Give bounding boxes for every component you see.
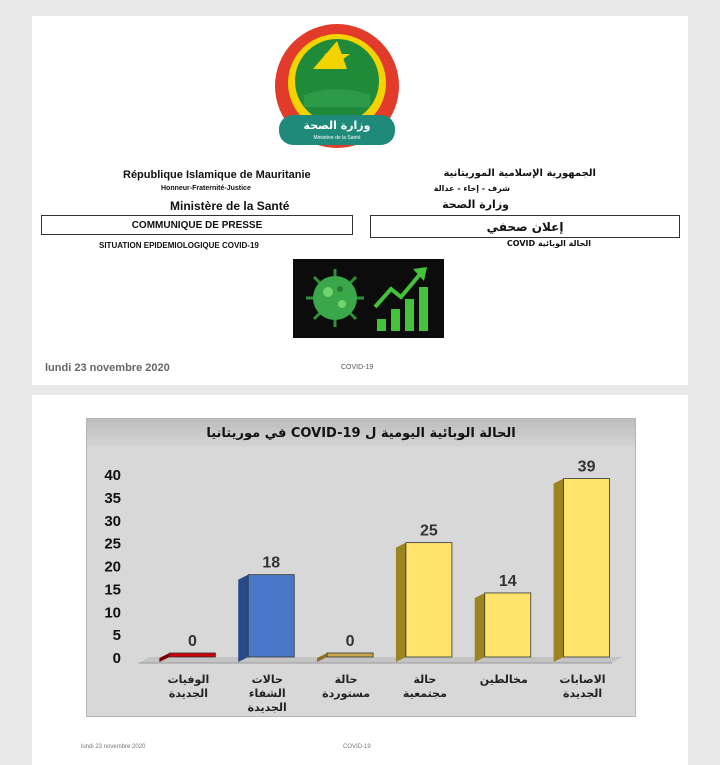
fr-situation-label: SITUATION EPIDEMIOLOGIQUE COVID-19 bbox=[99, 241, 259, 250]
virus-icon bbox=[306, 269, 364, 327]
bar bbox=[327, 653, 373, 657]
covid-bar-chart bbox=[87, 447, 635, 716]
ar-ministry: وزارة الصحة bbox=[442, 198, 509, 211]
data-label: 0 bbox=[187, 633, 197, 650]
y-tick-label: 20 bbox=[104, 558, 121, 576]
ar-motto: شرف - إخاء - عدالة bbox=[433, 184, 510, 193]
x-tick-label: الاصابات bbox=[559, 673, 606, 686]
bar bbox=[406, 543, 452, 657]
chart-page bbox=[32, 395, 688, 765]
y-tick-label: 15 bbox=[104, 581, 121, 599]
press-release-page bbox=[32, 16, 688, 385]
data-label: 14 bbox=[498, 572, 517, 590]
bar-side bbox=[238, 575, 248, 662]
bar-side bbox=[554, 479, 564, 662]
chart-floor bbox=[139, 657, 622, 663]
page1-date: lundi 23 novembre 2020 bbox=[45, 362, 170, 374]
bar bbox=[248, 575, 294, 657]
x-tick-label: حالات bbox=[251, 673, 283, 686]
page2-tag: COVID-19 bbox=[343, 744, 371, 750]
data-label: 25 bbox=[420, 522, 438, 540]
x-tick-label: حالة bbox=[334, 673, 358, 686]
chart-title: الحالة الوبائية اليومية ل COVID-19 في موريتانيا bbox=[87, 419, 635, 447]
data-label: 39 bbox=[577, 458, 596, 476]
ar-situation-label: الحالة الوبائية COVID bbox=[506, 239, 591, 248]
page1-tag: COVID-19 bbox=[341, 364, 374, 371]
y-tick-label: 25 bbox=[104, 535, 121, 553]
ar-press-release-box: إعلان صحفي bbox=[370, 215, 680, 238]
logo-french-text: Ministère de la Santé bbox=[313, 135, 361, 141]
x-tick-label: مخالطين bbox=[479, 673, 528, 686]
bar bbox=[485, 593, 531, 657]
fr-republic-title: République Islamique de Mauritanie bbox=[123, 169, 311, 181]
y-tick-label: 10 bbox=[104, 604, 121, 622]
fr-ministry: Ministère de la Santé bbox=[170, 199, 290, 213]
x-tick-label: مستوردة bbox=[322, 687, 371, 700]
y-tick-label: 30 bbox=[104, 512, 121, 530]
y-tick-label: 5 bbox=[112, 627, 121, 645]
ministry-logo bbox=[274, 23, 400, 149]
ar-republic-title: الجمهورية الإسلامية الموريتانية bbox=[443, 168, 596, 179]
data-label: 18 bbox=[262, 554, 281, 572]
x-tick-label: الشفاء bbox=[248, 687, 286, 700]
x-tick-label: حالة bbox=[413, 673, 437, 686]
y-tick-label: 35 bbox=[104, 489, 121, 507]
y-tick-label: 40 bbox=[104, 467, 121, 484]
bar bbox=[564, 479, 610, 657]
fr-press-release-box: COMMUNIQUE DE PRESSE bbox=[41, 215, 353, 235]
page2-date: lundi 23 novembre 2020 bbox=[81, 744, 146, 750]
x-tick-label: الجديدة bbox=[168, 687, 209, 700]
fr-motto: Honneur-Fraternité-Justice bbox=[161, 185, 251, 192]
x-tick-label: مجتمعية bbox=[402, 687, 447, 700]
y-tick-label: 0 bbox=[112, 650, 121, 667]
bar bbox=[169, 653, 215, 657]
chart-frame bbox=[86, 418, 636, 717]
covid-growth-image bbox=[293, 259, 444, 338]
data-label: 0 bbox=[345, 633, 355, 650]
x-tick-label: الوفيات bbox=[167, 673, 210, 686]
bar-side bbox=[396, 543, 406, 662]
logo-arabic-text: وزارة الصحة bbox=[303, 119, 371, 132]
bar-side bbox=[475, 593, 485, 662]
x-tick-label: الجديدة bbox=[562, 687, 603, 700]
x-tick-label: الجديدة bbox=[247, 701, 287, 714]
